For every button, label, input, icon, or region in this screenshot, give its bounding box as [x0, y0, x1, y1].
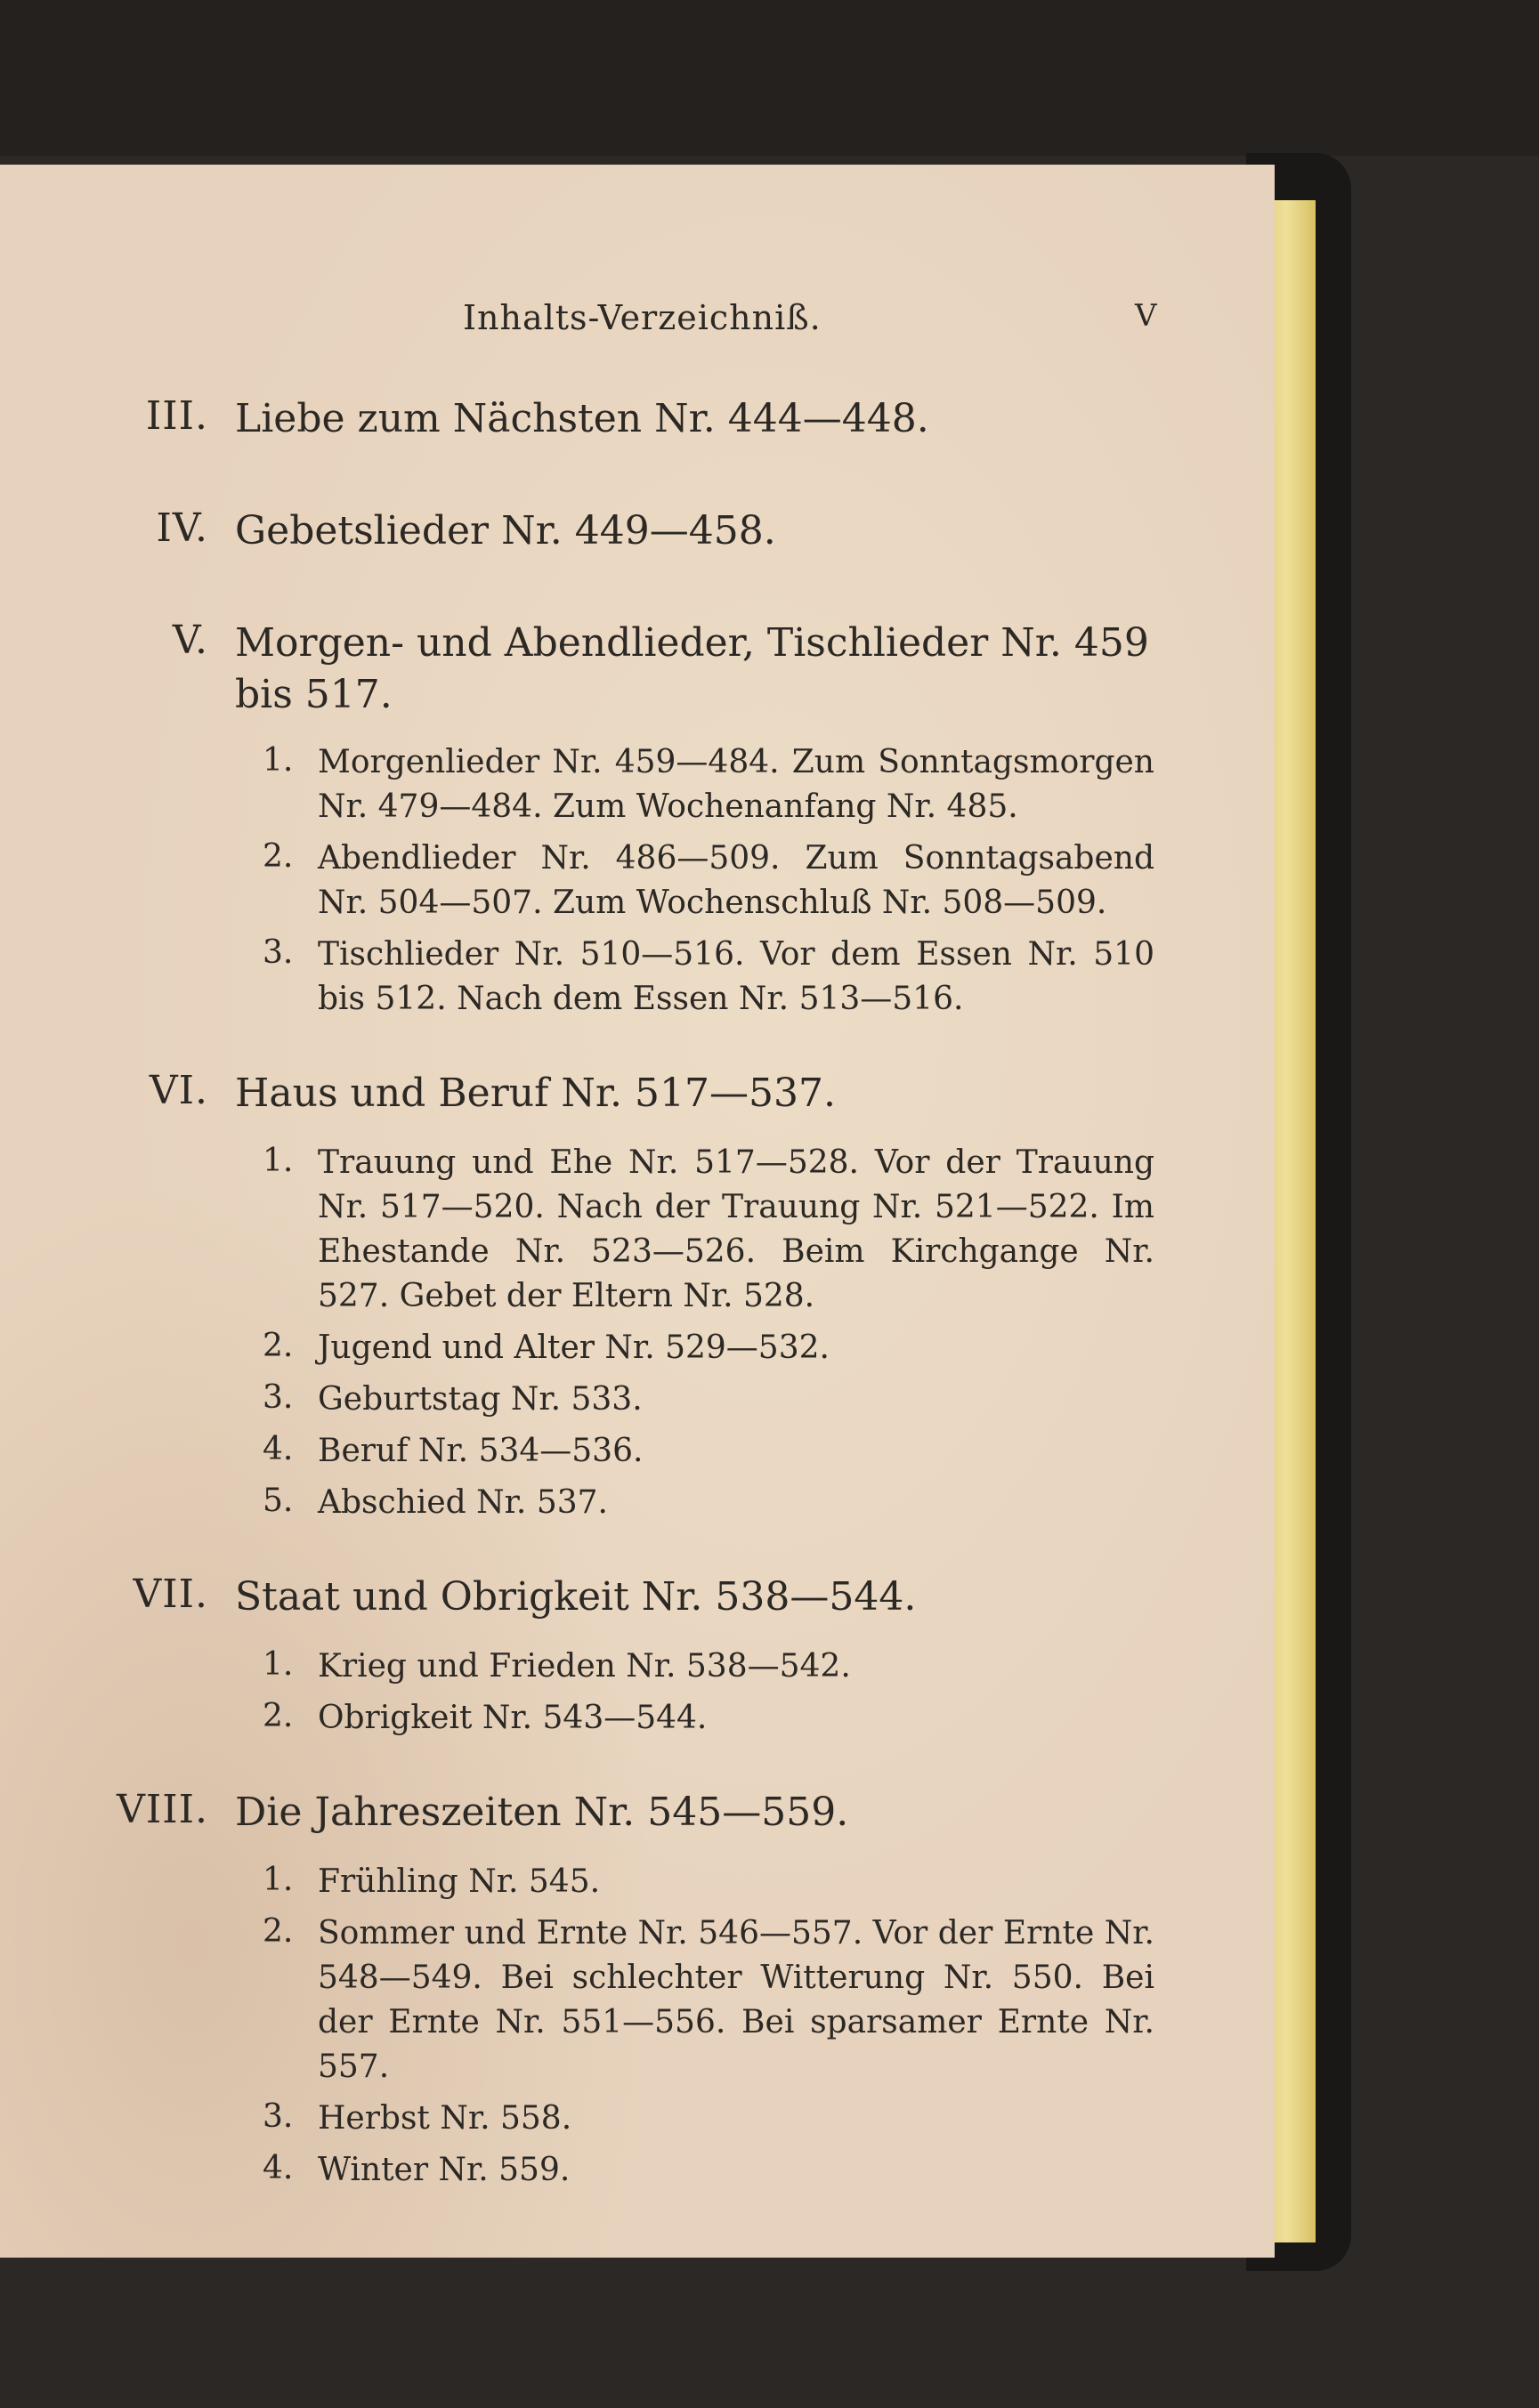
- item-text: Krieg und Frieden Nr. 538—542.: [318, 1648, 851, 1685]
- item-text: Beruf Nr. 534—536.: [318, 1433, 644, 1469]
- section-heading: [0, 1767, 1275, 1856]
- toc-section: [0, 374, 1275, 463]
- list-item: [0, 1477, 1275, 1529]
- item-text: Morgenlieder Nr. 459—484. Zum Sonntagsmorgen Nr. 479—484. Zum Wochenanfang Nr. 485.: [318, 744, 1154, 825]
- item-text: Obrigkeit Nr. 543—544.: [318, 1700, 708, 1736]
- item-number: 3.: [263, 1379, 294, 1416]
- list-item: [0, 1137, 1275, 1322]
- item-number: 1.: [263, 742, 294, 779]
- toc-section: [0, 486, 1275, 575]
- item-number: 1.: [263, 1862, 294, 1898]
- section-title: Die Jahreszeiten Nr. 545—559.: [235, 1790, 849, 1835]
- section-heading: [0, 598, 1275, 737]
- list-item: [0, 1856, 1275, 1908]
- list-item: [0, 1322, 1275, 1374]
- section-numeral: V.: [172, 618, 208, 663]
- list-item: [0, 737, 1275, 833]
- section-heading: [0, 1552, 1275, 1641]
- background-top: [0, 0, 1539, 156]
- section-numeral: III.: [145, 393, 208, 439]
- item-text: Herbst Nr. 558.: [318, 2100, 572, 2137]
- table-of-contents: [0, 374, 1275, 2219]
- section-heading: [0, 1048, 1275, 1137]
- section-heading: [0, 374, 1275, 463]
- item-number: 1.: [263, 1143, 294, 1179]
- item-number: 3.: [263, 2098, 294, 2135]
- item-text: Tischlieder Nr. 510—516. Vor dem Essen Nr. 510 bis 512. Nach dem Essen Nr. 513—516.: [318, 936, 1154, 1017]
- toc-section: [0, 598, 1275, 1025]
- section-title: Morgen- und Abendlieder, Tischlieder Nr. 459 bis 517.: [235, 620, 1149, 717]
- toc-section: [0, 1767, 1275, 2196]
- list-item: [0, 833, 1275, 929]
- section-title: Staat und Obrigkeit Nr. 538—544.: [235, 1574, 917, 1620]
- list-item: [0, 2093, 1275, 2145]
- section-numeral: VII.: [133, 1572, 208, 1617]
- item-text: Abschied Nr. 537.: [318, 1484, 608, 1521]
- item-text: Jugend und Alter Nr. 529—532.: [318, 1329, 830, 1366]
- list-item: [0, 1426, 1275, 1477]
- item-text: Sommer und Ernte Nr. 546—557. Vor der Ernte Nr. 548—549. Bei schlechter Witterung Nr. 550. Bei der Ernte Nr. 551—556. Bei sparsamer Ernte Nr. 557.: [318, 1915, 1154, 2085]
- item-number: 2.: [263, 1913, 294, 1950]
- item-number: 4.: [263, 2150, 294, 2186]
- list-item: [0, 1908, 1275, 2093]
- section-title: Haus und Beruf Nr. 517—537.: [235, 1071, 836, 1116]
- page-number: V: [1135, 298, 1157, 334]
- item-text: Abendlieder Nr. 486—509. Zum Sonntagsabend Nr. 504—507. Zum Wochenschluß Nr. 508—509.: [318, 840, 1154, 921]
- toc-section: [0, 1552, 1275, 1744]
- item-text: Geburtstag Nr. 533.: [318, 1381, 643, 1418]
- item-text: Trauung und Ehe Nr. 517—528. Vor der Trauung Nr. 517—520. Nach der Trauung Nr. 521—522. Im Ehestande Nr. 523—526. Beim Kirchgange Nr. 527. Gebet der Eltern Nr. 528.: [318, 1144, 1154, 1314]
- page-header: [0, 298, 1275, 352]
- page-title: Inhalts-Verzeichniß.: [463, 298, 822, 337]
- item-number: 2.: [263, 1328, 294, 1364]
- item-text: Winter Nr. 559.: [318, 2152, 571, 2188]
- list-item: [0, 1374, 1275, 1426]
- section-numeral: VIII.: [117, 1787, 208, 1832]
- book-page: [0, 165, 1275, 2258]
- list-item: [0, 1641, 1275, 1693]
- item-number: 5.: [263, 1483, 294, 1519]
- list-item: [0, 2145, 1275, 2196]
- item-number: 1.: [263, 1646, 294, 1683]
- item-number: 2.: [263, 1698, 294, 1734]
- item-number: 2.: [263, 838, 294, 875]
- section-numeral: VI.: [149, 1068, 208, 1113]
- section-title: Gebetslieder Nr. 449—458.: [235, 508, 776, 554]
- list-item: [0, 1693, 1275, 1744]
- list-item: [0, 929, 1275, 1025]
- section-title: Liebe zum Nächsten Nr. 444—448.: [235, 396, 929, 441]
- item-number: 4.: [263, 1431, 294, 1467]
- section-numeral: IV.: [156, 505, 208, 551]
- toc-section: [0, 1048, 1275, 1529]
- item-text: Frühling Nr. 545.: [318, 1863, 601, 1900]
- item-number: 3.: [263, 934, 294, 971]
- section-heading: [0, 486, 1275, 575]
